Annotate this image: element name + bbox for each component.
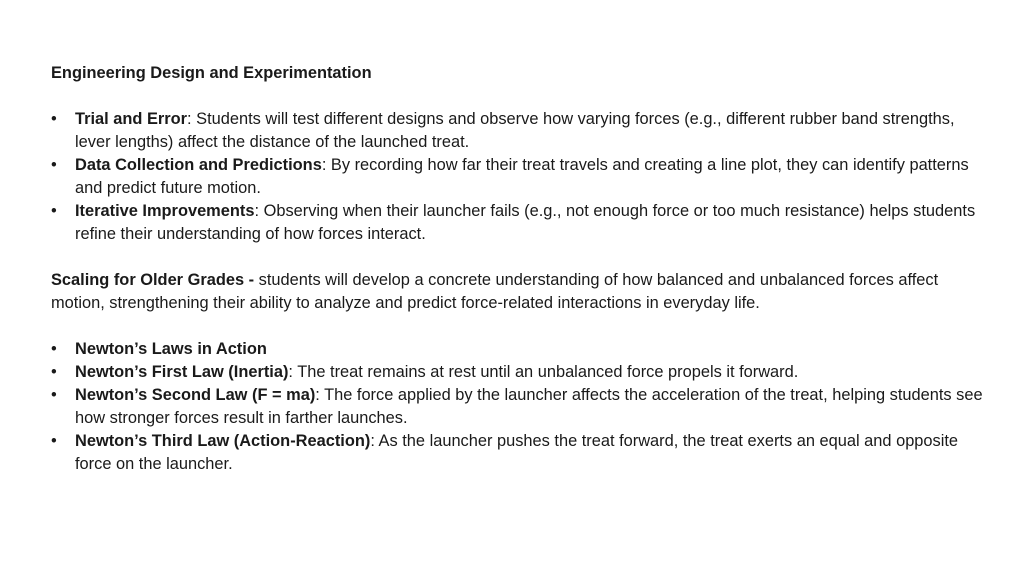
- bullet-icon: •: [51, 340, 57, 358]
- bullet-text: : By recording how far their treat travels and creating a line plot, they can identify patterns and predict future motion.: [75, 156, 969, 197]
- bullet-item-third-law: [51, 430, 994, 476]
- scaling-lead: Scaling for Older Grades -: [51, 271, 259, 289]
- bullet-item-iterative-improvements: [51, 200, 994, 246]
- bullet-icon: •: [51, 110, 57, 128]
- bullet-item-data-collection: [51, 154, 994, 200]
- bullet-term: Newton’s Third Law (Action-Reaction): [75, 432, 371, 450]
- spacer: [51, 85, 994, 108]
- bullet-icon: •: [51, 156, 57, 174]
- bullet-term: Newton’s First Law (Inertia): [75, 363, 289, 381]
- scaling-text: students will develop a concrete understanding of how balanced and unbalanced forces affect motion, strengthening their ability to analyze and predict force-related interactions in everyday life.: [51, 271, 939, 312]
- spacer: [51, 246, 994, 269]
- bullet-text: : The force applied by the launcher affects the acceleration of the treat, helping students see how stronger forces result in farther launches.: [75, 386, 983, 427]
- bullet-item-second-law: [51, 384, 994, 430]
- bullet-term: Trial and Error: [75, 110, 188, 128]
- bullet-text: : The treat remains at rest until an unbalanced force propels it forward.: [288, 363, 799, 381]
- section-heading-engineering: Engineering Design and Experimentation: [51, 64, 372, 82]
- bullet-item-first-law: [51, 361, 994, 384]
- bullet-term: Iterative Improvements: [75, 202, 255, 220]
- bullet-icon: •: [51, 432, 57, 450]
- bullet-text: : Students will test different designs and observe how varying forces (e.g., different rubber band strengths, lever lengths) affect the distance of the launched treat.: [75, 110, 955, 151]
- scaling-paragraph: [51, 269, 994, 315]
- bullet-icon: •: [51, 202, 57, 220]
- bullet-item-newtons-laws: [51, 338, 994, 361]
- bullet-term: Newton’s Second Law (F = ma): [75, 386, 316, 404]
- bullet-text: : As the launcher pushes the treat forward, the treat exerts an equal and opposite force on the launcher.: [75, 432, 959, 473]
- bullet-icon: •: [51, 363, 57, 381]
- bullet-term: Data Collection and Predictions: [75, 156, 322, 174]
- bullet-term: Newton’s Laws in Action: [75, 340, 267, 358]
- bullet-text: : Observing when their launcher fails (e.g., not enough force or too much resistance) helps students refine their understanding of how forces interact.: [75, 202, 976, 243]
- engineering-bullet-list: [51, 108, 994, 246]
- spacer: [51, 315, 994, 338]
- bullet-icon: •: [51, 386, 57, 404]
- bullet-item-trial-and-error: [51, 108, 994, 154]
- newton-bullet-list: [51, 338, 994, 476]
